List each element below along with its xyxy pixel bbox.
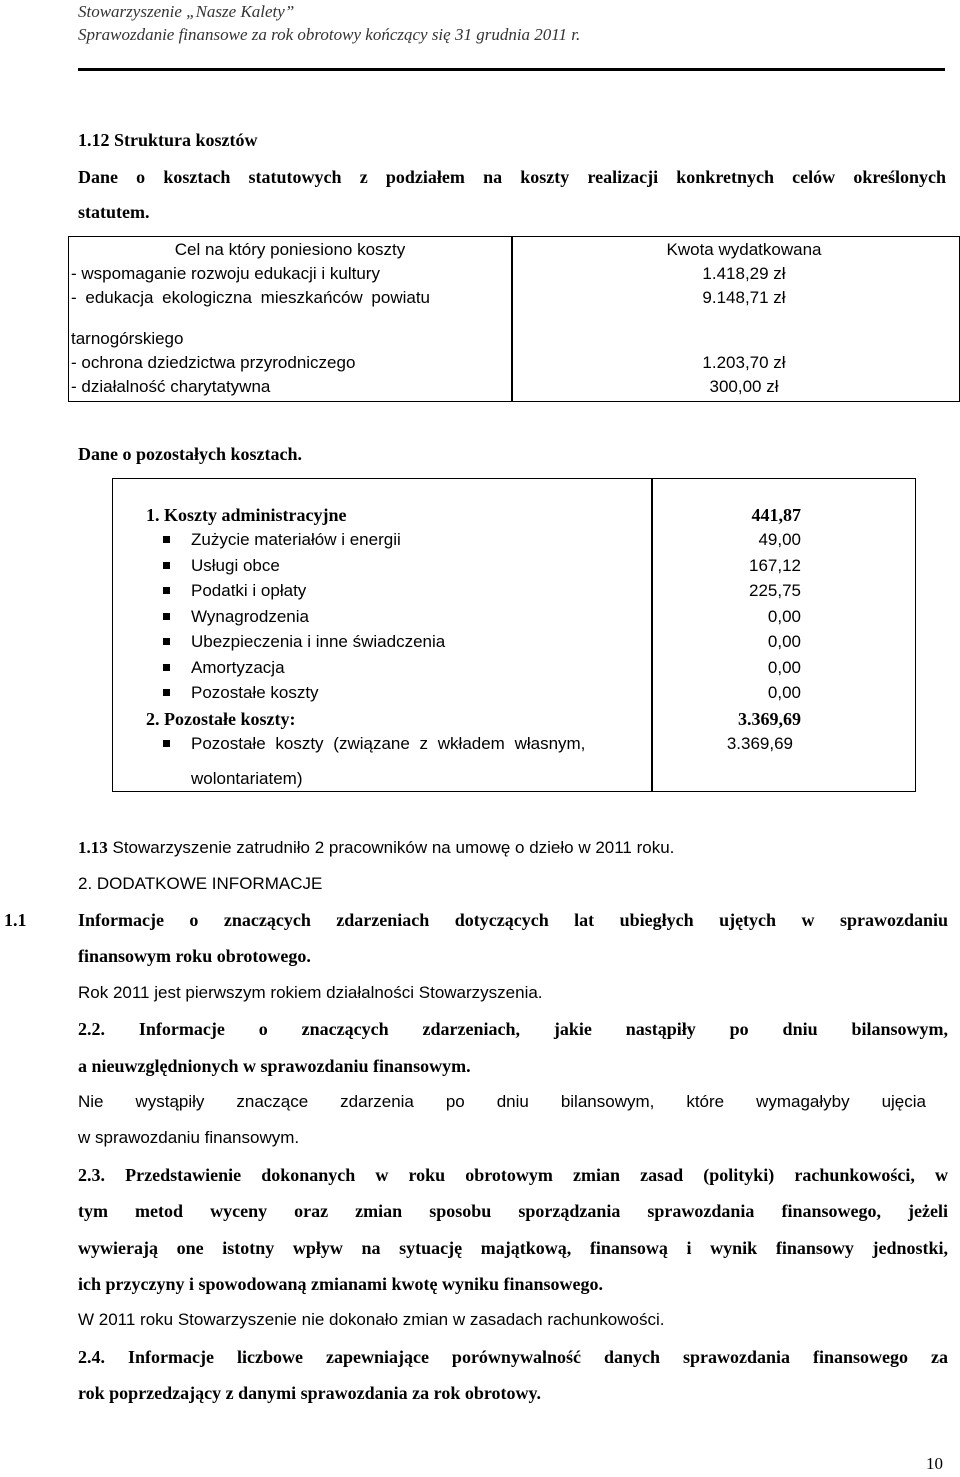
admin-costs-value: 441,87 bbox=[751, 505, 801, 525]
admin-item-value: 0,00 bbox=[767, 657, 801, 677]
s2-2-body1: Nie wystąpiły znaczące zdarzenia po dniu bilansowym, które wymagałyby ujęcia bbox=[78, 1092, 926, 1111]
s2-4-line2: rok poprzedzający z danymi sprawozdania za rok obrotowy. bbox=[78, 1383, 542, 1403]
admin-costs-label: 1. Koszty administracyjne bbox=[146, 505, 347, 525]
row-purpose-cont: tarnogórskiego bbox=[71, 329, 184, 348]
s2-3-body: W 2011 roku Stowarzyszenie nie dokonało zmian w zasadach rachunkowości. bbox=[78, 1310, 665, 1329]
s2-1-line1: Informacje o znaczących zdarzeniach dotyczących lat ubiegłych ujętych w sprawozdaniu bbox=[78, 910, 948, 930]
row-purpose: - wspomaganie rozwoju edukacji i kultury bbox=[71, 264, 380, 283]
s2-3-line1: 2.3. Przedstawienie dokonanych w roku obrotowym zmian zasad (polityki) rachunkowości, w bbox=[78, 1165, 948, 1185]
header-rule bbox=[78, 68, 945, 71]
s2-1-body: Rok 2011 jest pierwszym rokiem działalności Stowarzyszenia. bbox=[78, 983, 543, 1002]
s2-2-line2: a nieuwzględnionych w sprawozdaniu finansowym. bbox=[78, 1056, 471, 1076]
admin-item-value: 49,00 bbox=[758, 530, 801, 549]
admin-item-label: Usługi obce bbox=[191, 555, 280, 575]
statutory-costs-table bbox=[68, 236, 960, 402]
row-amount: 9.148,71 zł bbox=[702, 288, 786, 307]
other-item-label: Pozostałe koszty (związane z wkładem własnym, bbox=[191, 734, 586, 753]
bullet-icon bbox=[163, 689, 170, 696]
section-title-1-12: 1.12 Struktura kosztów bbox=[78, 130, 258, 150]
bullet-icon bbox=[163, 562, 170, 569]
header-report-title: Sprawozdanie finansowe za rok obrotowy kończący się 31 grudnia 2011 r. bbox=[78, 25, 581, 44]
row-purpose: - ochrona dziedzictwa przyrodniczego bbox=[71, 353, 356, 372]
bullet-icon bbox=[163, 664, 170, 671]
other-costs-title: Dane o pozostałych kosztach. bbox=[78, 444, 302, 464]
admin-item-value: 0,00 bbox=[767, 606, 801, 626]
s1-13-num: 1.13 bbox=[78, 838, 108, 857]
bullet-icon bbox=[163, 587, 170, 594]
bullet-icon bbox=[163, 638, 170, 645]
bullet-icon bbox=[163, 613, 170, 620]
section-intro-line1: Dane o kosztach statutowych z podziałem na koszty realizacji konkretnych celów określonych bbox=[78, 167, 946, 187]
bullet-icon bbox=[163, 536, 170, 543]
column-header-purpose: Cel na który poniesiono koszty bbox=[174, 240, 406, 259]
page-number: 10 bbox=[926, 1454, 943, 1473]
admin-item-value: 167,12 bbox=[749, 555, 801, 575]
row-purpose: - edukacja ekologiczna mieszkańców powiatu bbox=[71, 288, 431, 307]
s1-13-text: Stowarzyszenie zatrudniło 2 pracowników na umowę o dzieło w 2011 roku. bbox=[112, 838, 675, 857]
table-divider bbox=[511, 237, 513, 401]
other-item-label-cont: wolontariatem) bbox=[191, 769, 303, 788]
admin-item-label: Pozostałe koszty bbox=[191, 683, 319, 702]
section-intro-line2: statutem. bbox=[78, 202, 150, 222]
s2-2-body2: w sprawozdaniu finansowym. bbox=[78, 1128, 300, 1147]
s2-3-line3: wywierają one istotny wpływ na sytuację majątkową, finansową i wynik finansowy jednostki, bbox=[78, 1238, 948, 1258]
row-amount: 300,00 zł bbox=[709, 377, 779, 396]
row-purpose: - działalność charytatywna bbox=[71, 377, 271, 396]
other-costs-label: 2. Pozostałe koszty: bbox=[146, 709, 296, 729]
admin-item-label: Wynagrodzenia bbox=[191, 606, 309, 626]
admin-item-value: 0,00 bbox=[767, 683, 801, 702]
s2-4-line1: 2.4. Informacje liczbowe zapewniające porównywalność danych sprawozdania finansowego za bbox=[78, 1347, 948, 1367]
row-amount: 1.418,29 zł bbox=[702, 264, 786, 283]
other-costs-value: 3.369,69 bbox=[738, 709, 801, 729]
s1-13-line bbox=[78, 838, 674, 858]
other-costs-table bbox=[112, 478, 916, 792]
admin-item-value: 225,75 bbox=[749, 581, 801, 600]
s2-title: 2. DODATKOWE INFORMACJE bbox=[78, 874, 323, 893]
s2-1-num: 1.1 bbox=[4, 910, 27, 930]
s2-2-line1: 2.2. Informacje o znaczących zdarzeniach, jakie nastąpiły po dniu bilansowym, bbox=[78, 1019, 948, 1039]
admin-item-label: Ubezpieczenia i inne świadczenia bbox=[191, 632, 446, 651]
admin-item-value: 0,00 bbox=[767, 632, 801, 651]
row-amount: 1.203,70 zł bbox=[702, 353, 786, 372]
column-header-amount: Kwota wydatkowana bbox=[666, 240, 822, 259]
bullet-icon bbox=[163, 740, 170, 747]
admin-item-label: Zużycie materiałów i energii bbox=[191, 530, 401, 549]
s2-3-line4: ich przyczyny i spowodowaną zmianami kwotę wyniku finansowego. bbox=[78, 1274, 604, 1294]
other-item-value: 3.369,69 bbox=[726, 734, 793, 753]
header-org-name: Stowarzyszenie „Nasze Kalety” bbox=[78, 2, 295, 21]
admin-item-label: Podatki i opłaty bbox=[191, 581, 307, 600]
s2-1-line2: finansowym roku obrotowego. bbox=[78, 946, 311, 966]
admin-item-label: Amortyzacja bbox=[191, 657, 285, 677]
s2-3-line2: tym metod wyceny oraz zmian sposobu sporządzania sprawozdania finansowego, jeżeli bbox=[78, 1201, 948, 1221]
